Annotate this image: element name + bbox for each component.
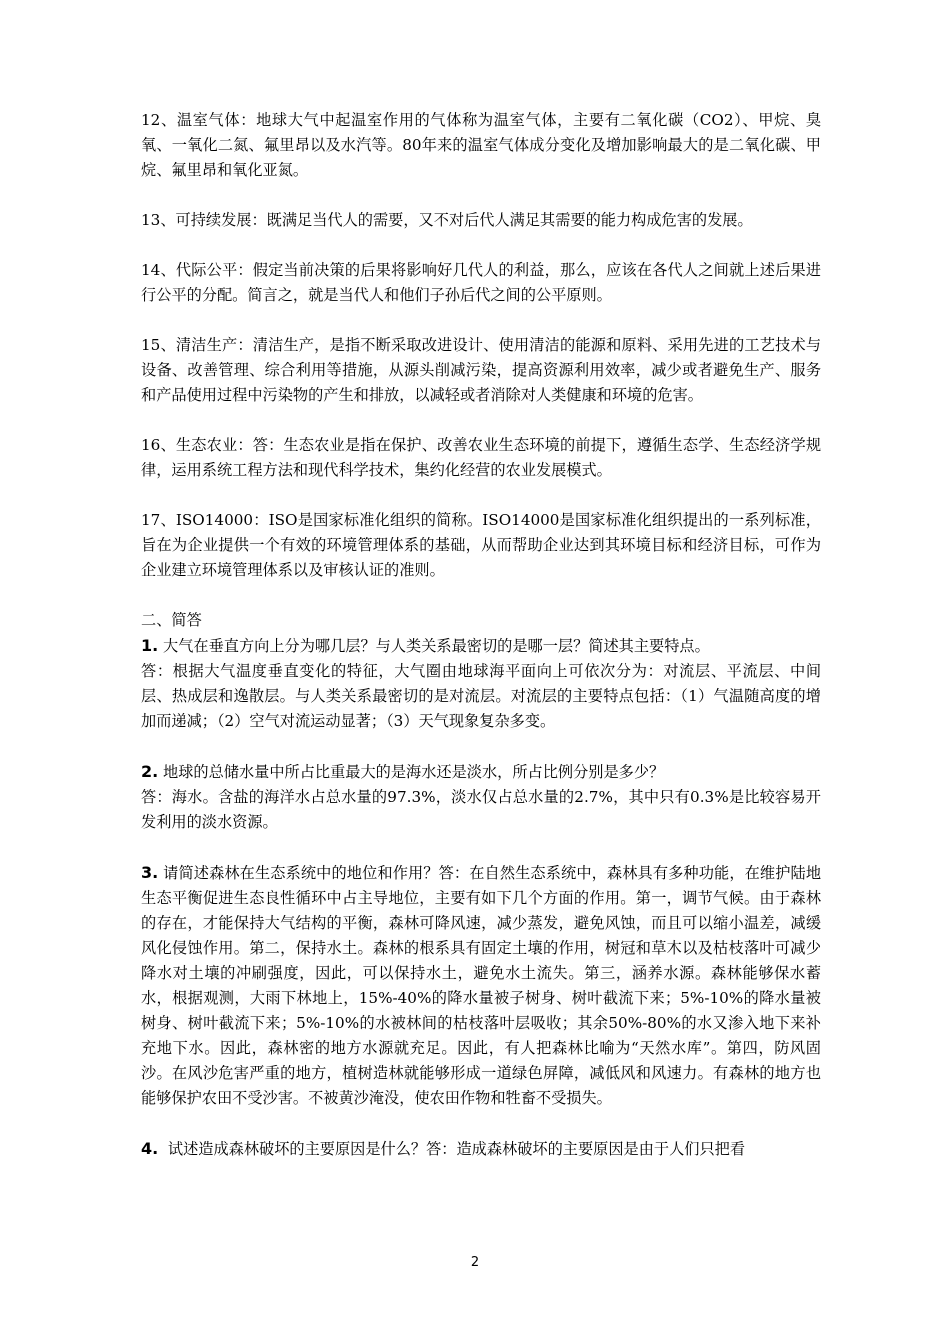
answer-4: 答：造成森林破坏的主要原因是由于人们只把看 bbox=[426, 1140, 745, 1158]
definition-14: 14、代际公平：假定当前决策的后果将影响好几代人的利益，那么，应该在各代人之间就上述后果进行公平的分配。简言之，就是当代人和他们子孙后代之间的公平原则。 bbox=[141, 261, 822, 304]
definition-12: 12、温室气体：地球大气中起温室作用的气体称为温室气体，主要有二氧化碳（CO2）、甲烷、臭氧、一氧化二氮、氟里昂以及水汽等。80年来的温室气体成分变化及增加影响最大的是二氧化碳、甲烷、氟里昂和氧化亚氮。 bbox=[141, 111, 822, 179]
definition-17: 17、ISO14000：ISO是国家标准化组织的简称。ISO14000是国家标准化组织提出的一系列标准，旨在为企业提供一个有效的环境管理体系的基础，从而帮助企业达到其环境目标和经济目标，可作为企业建立环境管理体系以及审核认证的准则。 bbox=[141, 511, 821, 579]
answer-1: 答：根据大气温度垂直变化的特征，大气圈由地球海平面向上可依次分为：对流层、平流层、中间层、热成层和逸散层。与人类关系最密切的是对流层。对流层的主要特点包括：（1）气温随高度的增加而递减；（2）空气对流运动显著；（3）天气现象复杂多变。 bbox=[141, 662, 821, 730]
question-number: 2. bbox=[141, 762, 159, 781]
answer-3: 答：在自然生态系统中，森林具有多种功能，在维护陆地生态平衡促进生态良性循环中占主导地位，主要有如下几个方面的作用。第一，调节气候。由于森林的存在，才能保持大气结构的平衡，森林可降风速，减少蒸发，避免风蚀，而且可以缩小温差，减缓风化侵蚀作用。第二，保持水土。森林的根系具有固定土壤的作用，树冠和草木以及枯枝落叶可减少降水对土壤的冲刷强度，因此，可以保持水土，避免水土流失。第三，涵养水源。森林能够保水蓄水，根据观测，大雨下林地上，15%-40%的降水量被子树身、树叶截流下来；5%-10%的降水量被树身、树叶截流下来；5%-10%的水被林间的枯枝落叶层吸收；其余50%-80%的水又渗入地下来补充地下水。因此，森林密的地方水源就充足。因此，有人把森林比喻为“天然水库”。第四，防风固沙。在风沙危害严重的地方，植树造林就能够形成一道绿色屏障，减低风和风速力。有森林的地方也能够保护农田不受沙害。不被黄沙淹没，使农田作物和牲畜不受损失。 bbox=[141, 864, 822, 1107]
answer-2: 答：海水。含盐的海洋水占总水量的97.3%，淡水仅占总水量的2.7%，其中只有0.3%是比较容易开发利用的淡水资源。 bbox=[141, 788, 821, 831]
question-1: 1. 大气在垂直方向上分为哪几层？与人类关系最密切的是哪一层？简述其主要特点。 bbox=[141, 636, 710, 655]
question-number: 1. bbox=[141, 636, 159, 655]
question-number: 4. bbox=[141, 1139, 159, 1158]
document-page bbox=[141, 108, 821, 1162]
question-number: 3. bbox=[141, 863, 159, 882]
definition-16: 16、生态农业：答：生态农业是指在保护、改善农业生态环境的前提下，遵循生态学、生态经济学规律，运用系统工程方法和现代科学技术，集约化经营的农业发展模式。 bbox=[141, 436, 822, 479]
page-number: 2 bbox=[470, 1255, 480, 1270]
question-4: 4. 试述造成森林破坏的主要原因是什么？答：造成森林破坏的主要原因是由于人们只把看 bbox=[141, 1139, 745, 1158]
definition-15: 15、清洁生产：清洁生产，是指不断采取改进设计、使用清洁的能源和原料、采用先进的工艺技术与设备、改善管理、综合利用等措施，从源头削减污染，提高资源利用效率，减少或者避免生产、服务和产品使用过程中污染物的产生和排放，以减轻或者消除对人类健康和环境的危害。 bbox=[141, 336, 822, 404]
question-2: 2. 地球的总储水量中所占比重最大的是海水还是淡水，所占比例分别是多少？ bbox=[141, 762, 665, 781]
section-title: 二、简答 bbox=[141, 611, 202, 629]
definition-13: 13、可持续发展：既满足当代人的需要，又不对后代人满足其需要的能力构成危害的发展。 bbox=[141, 211, 753, 229]
question-3: 3. 请简述森林在生态系统中的地位和作用？答：在自然生态系统中，森林具有多种功能，在维护陆地生态平衡促进生态良性循环中占主导地位，主要有如下几个方面的作用。第一，调节气候。由于森林的存在，才能保持大气结构的平衡，森林可降风速，减少蒸发，避免风蚀，而且可以缩小温差，减缓风化侵蚀作用。第二，保持水土。森林的根系具有固定土壤的作用，树冠和草木以及枯枝落叶可减少降水对土壤的冲刷强度，因此，可以保持水土，避免水土流失。第三，涵养水源。森林能够保水蓄水，根据观测，大雨下林地上，15%-40%的降水量被子树身、树叶截流下来；5%-10%的降水量被树身、树叶截流下来；5%-10%的水被林间的枯枝落叶层吸收；其余50%-80%的水又渗入地下来补充地下水。因此，森林密的地方水源就充足。因此，有人把森林比喻为“天然水库”。第四，防风固沙。在风沙危害严重的地方，植树造林就能够形成一道绿色屏障，减低风和风速力。有森林的地方也能够保护农田不受沙害。不被黄沙淹没，使农田作物和牲畜不受损失。 bbox=[141, 863, 822, 1107]
